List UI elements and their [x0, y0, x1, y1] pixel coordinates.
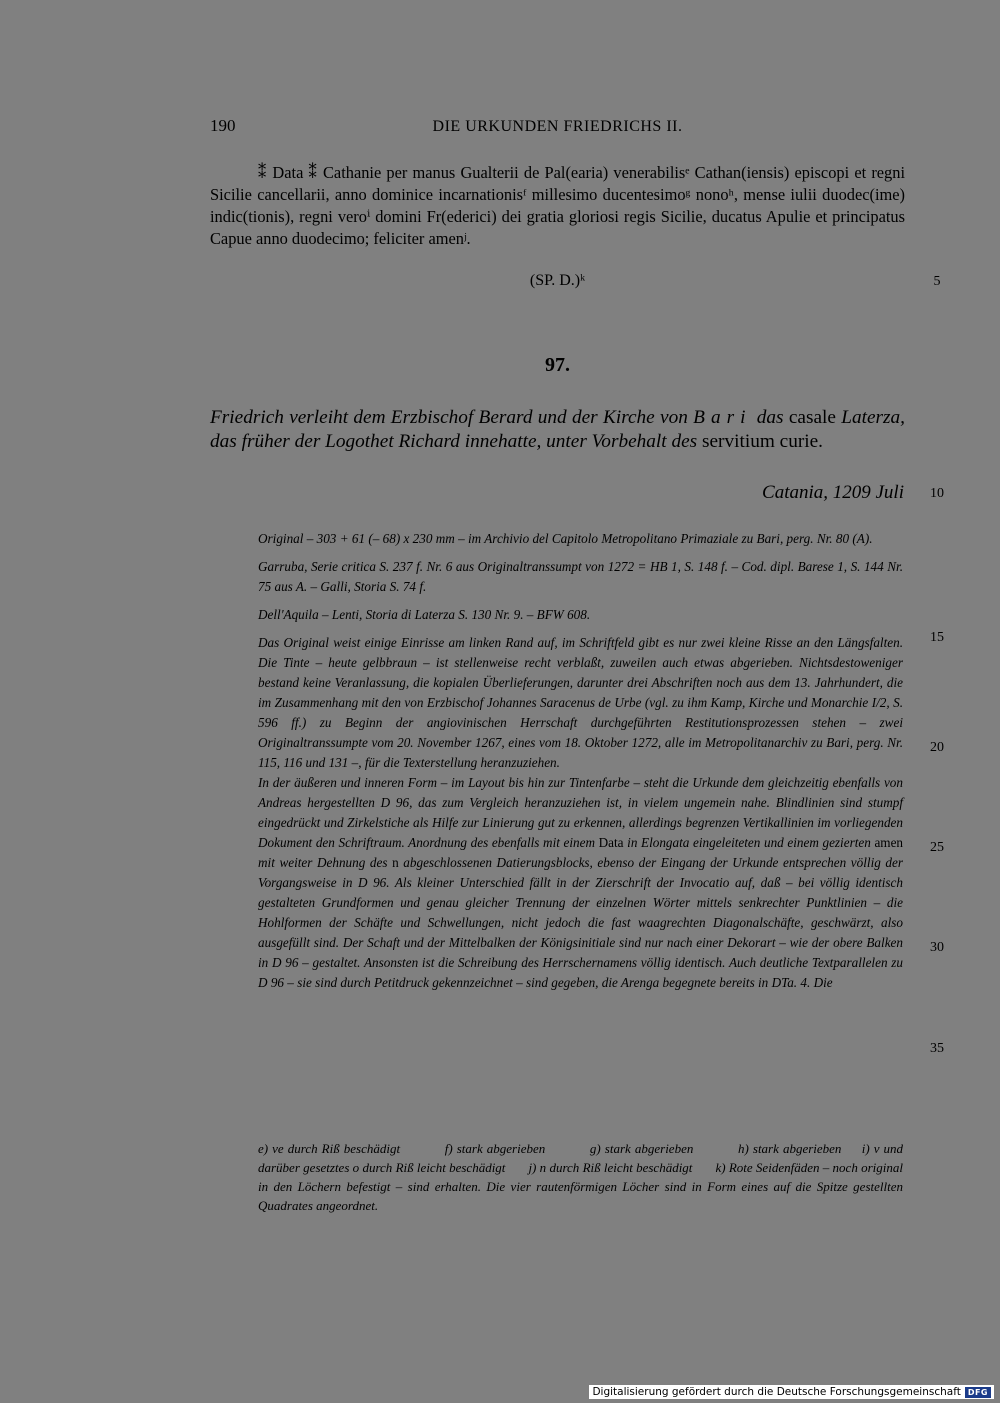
commentary-term-amen: amen — [874, 835, 904, 850]
footnotes — [258, 1139, 903, 1215]
tradition-regests: Dell'Aquila – Lenti, Storia di Laterza S. 130 Nr. 9. – BFW 608. — [258, 607, 591, 622]
tradition-editions: Garruba, Serie critica S. 237 f. Nr. 6 aus Originaltranssumpt von 1272 = HB 1, S. 148 f. – Cod. dipl. Barese 1, S. 144 Nr. 75 aus A. – Galli, Storia S. 74 f. — [258, 559, 903, 594]
footnote-i: i) v und darüber gesetztes o durch Riß leicht beschädigt — [258, 1141, 904, 1175]
regest — [210, 406, 905, 454]
regest-place-bari: Bari — [693, 407, 752, 428]
regest-part2: das — [756, 407, 784, 428]
commentary-p2-d: abgeschlossenen Datierungsblocks, ebenso der Eingang der Urkunde entsprechen völlig der Vorgangsweise in D 96. Als kleiner Unterschied fällt in der Zierschrift der Invocatio auf, daß – bei völlig identisch gestalteten Grundformen und genau gleicher Trennung der einzelnen Wörter mittels senkrechter Punktlinien – die Hohlformen der Schäfte und Schwellungen, nicht jedoch die fast waagrechten Diagonalschäfte, geschwärzt, also ausgefüllt sind. Der Schaft und der Mittelbalken der Königsinitiale sind nur nach einer Dekorart – wie der obere Balken in D 96 – gestaltet. Ansonsten ist die Schreibung des Herrschernamens völlig identisch. Auch deutliche Textparallelen zu D 96 – sie sind durch Petitdruck gekennzeichnet – sind gegeben, die Arenga begegnete bereits in DTa. 4. Die — [258, 855, 903, 990]
page-number: 190 — [210, 116, 236, 135]
regest-part3: Laterza, das früher der Logothet Richard innehatte, unter Vorbehalt des — [210, 407, 905, 452]
dfg-funding-notice — [589, 1385, 994, 1399]
commentary-p2-a: In der äußeren und inneren Form – im Layout bis hin zur Tintenfarbe – steht die Urkunde dem gleichzeitig ebenfalls von Andreas hergestellten D 96, das zum Vergleich heranzuziehen ist, in vielem ungemein nahe. Blindlinien sind stumpf eingedrückt und Zirkelstiche als Hilfe zur Linierung gut zu erkennen, allerdings begrenzen Vertikallinien im vorliegenden Dokument den Schriftraum. Anordnung des ebenfalls mit einem — [258, 775, 903, 850]
commentary-term-data: Data — [598, 835, 624, 850]
dfg-notice-text: Digitalisierung gefördert durch die Deutsche Forschungsgemeinschaft — [592, 1386, 961, 1398]
line-number-35: 35 — [930, 1041, 944, 1056]
line-number-5: 5 — [933, 274, 941, 289]
line-number-25: 25 — [930, 840, 944, 855]
commentary-p2 — [258, 773, 903, 993]
place-date: Catania, 1209 Juli — [762, 482, 904, 503]
running-title: DIE URKUNDEN FRIEDRICHS II. — [432, 118, 683, 135]
commentary-p2-c: mit weiter Dehnung des — [258, 855, 388, 870]
regest-part1: Friedrich verleiht dem Erzbischof Berard und der Kirche von — [210, 407, 688, 428]
regest-casale: casale — [788, 407, 836, 428]
tradition-original: Original – 303 + 61 (– 68) x 230 mm – im Archivio del Capitolo Metropolitano Primaziale zu Bari, perg. Nr. 80 (A). — [258, 531, 873, 546]
line-number-15: 15 — [930, 630, 944, 645]
footnote-e: e) ve durch Riß beschädigt — [258, 1141, 401, 1156]
line-number-20: 20 — [930, 740, 944, 755]
line-number-30: 30 — [930, 940, 944, 955]
seal-mark: (SP. D.)ᵏ — [529, 272, 586, 289]
document-number: 97. — [545, 354, 570, 376]
footnote-h: h) stark abgerieben — [738, 1141, 842, 1156]
dating-text: ⁑ Data ⁑ Cathanie per manus Gualterii de Pal(earia) venerabilisᵉ Cathan(iensis) episcopi et regni Sicilie cancellarii, anno dominice incarnationisᶠ millesimo ducentesimoᵍ nonoʰ, mense iulii duodec(ime) indic(tionis), regni veroⁱ domini Fr(ederici) dei gratia gloriosi regis Sicilie, ducatus Apulie et principatus Capue anno duodecimo; feliciter amenʲ. — [210, 163, 905, 248]
footnote-f: f) stark abgerieben — [444, 1141, 546, 1156]
commentary-term-n: n — [392, 855, 399, 870]
commentary-p2-b: in Elongata eingeleiteten und einem gezierten — [627, 835, 871, 850]
dfg-logo-icon: DFG — [965, 1387, 991, 1398]
commentary-p1: Das Original weist einige Einrisse am linken Rand auf, im Schriftfeld gibt es nur zwei kleine Risse an den Längsfalten. Die Tinte – heute gelbbraun – ist stellenweise recht verblaßt, zuweilen auch etwas abgerieben. Nichtsdestoweniger bestand keine Veranlassung, die kopialen Überlieferungen, darunter drei Abschriften noch aus dem 13. Jahrhundert, die im Zusammenhang mit den von Erzbischof Johannes Saracenus de Urbe (vgl. zu ihm Kamp, Kirche und Monarchie I/2, S. 596 ff.) zu Beginn der angiovinischen Herrschaft durchgeführten Restitutionsprozessen stehen – zwei Originaltranssumpte vom 20. November 1267, eines vom 18. Oktober 1272, alle im Metropolitanarchiv zu Bari, perg. Nr. 115, 116 und 131 –, für die Texterstellung heranzuziehen. — [258, 635, 903, 770]
line-number-10: 10 — [930, 486, 944, 501]
footnote-k: k) Rote Seidenfäden – noch original in den Löchern befestigt – sind erhalten. Die vier rautenförmigen Löcher sind in Form eines auf die Spitze gestellten Quadrates angeordnet. — [258, 1160, 903, 1213]
footnote-g: g) stark abgerieben — [589, 1141, 694, 1156]
apparatus-notes — [258, 529, 903, 993]
footnote-j: j) n durch Riß leicht beschädigt — [528, 1160, 693, 1175]
page-header — [210, 116, 905, 140]
dating-clause — [210, 162, 905, 250]
regest-servitium: servitium curie. — [702, 431, 824, 452]
